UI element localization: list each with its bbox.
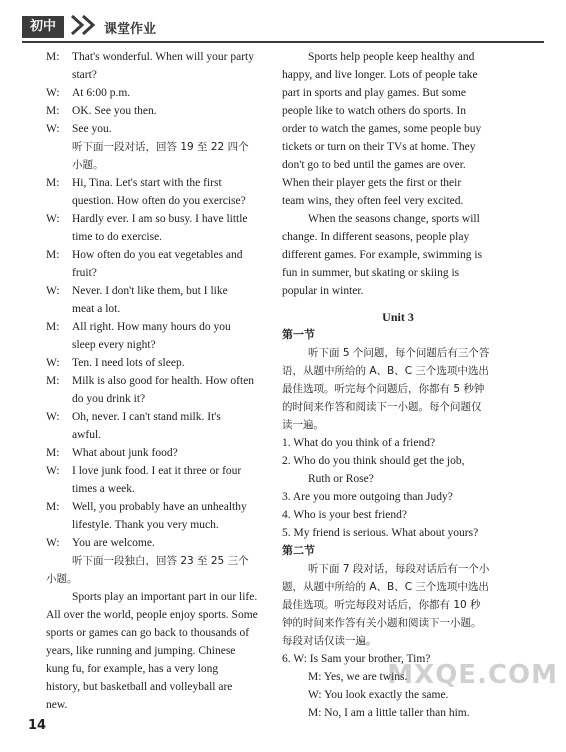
speaker-label: M:: [46, 105, 60, 117]
text-line: 最佳选项。听完每段对话后，你都有 10 秒: [282, 599, 481, 611]
dialogue-line: [46, 174, 274, 192]
section-heading: 第一节: [282, 328, 315, 341]
speaker-label: M:: [46, 321, 60, 333]
text-line: 语，从题中所给的 A、B、C 三个选项中选出: [282, 365, 489, 377]
speaker-label: W:: [46, 537, 60, 549]
dialogue-line: [46, 444, 274, 462]
dialogue-text: Well, you probably have an unhealthy: [72, 501, 247, 513]
text-line: people like to watch others do sports. In: [282, 105, 466, 117]
dialogue-line: [46, 372, 274, 390]
dialogue-text: You are welcome.: [72, 537, 155, 549]
speaker-label: M:: [46, 249, 60, 261]
dialogue-text: Ten. I need lots of sleep.: [72, 357, 185, 369]
dialogue-continuation: [46, 156, 274, 174]
dialogue-line: [46, 462, 274, 480]
page-number: 14: [28, 718, 47, 733]
dialogue-line: [46, 102, 274, 120]
speaker-label: M:: [46, 51, 60, 63]
text-line: 小题。: [46, 573, 78, 585]
text-line: 读一遍。: [282, 419, 324, 431]
header-divider: [22, 41, 544, 43]
continuation-text: meat a lot.: [72, 303, 121, 315]
dialogue-continuation: [282, 470, 514, 488]
section-heading: 第二节: [282, 544, 315, 557]
indented-line: 听下面一段对话，回答 19 至 22 四个: [72, 141, 249, 153]
spacer: [282, 300, 514, 308]
continuation-text: start?: [72, 69, 97, 81]
grade-label: 初中: [22, 16, 64, 38]
text-line: new.: [46, 699, 68, 711]
speaker-label: W:: [46, 357, 60, 369]
continuation-text: 小题。: [72, 159, 104, 171]
text-line: 6. W: Is Sam your brother, Tim?: [282, 653, 431, 665]
double-chevron-icon: [68, 12, 100, 38]
continuation-text: Ruth or Rose?: [308, 473, 374, 485]
dialogue-line: [46, 498, 274, 516]
speaker-label: W:: [46, 285, 60, 297]
text-line: change. In different seasons, people play: [282, 231, 470, 243]
dialogue-continuation: [46, 480, 274, 498]
dialogue-line: [46, 318, 274, 336]
dialogue-text: That's wonderful. When will your party: [72, 51, 254, 63]
left-column: [46, 48, 274, 714]
dialogue-text: How often do you eat vegetables and: [72, 249, 243, 261]
continuation-text: times a week.: [72, 483, 135, 495]
text-line: part in sports and play games. But some: [282, 87, 466, 99]
continuation-text: question. How often do you exercise?: [72, 195, 246, 207]
text-line: fun in summer, but skating or skiing is: [282, 267, 460, 279]
dialogue-line: [46, 408, 274, 426]
unit-heading: Unit 3: [382, 310, 414, 324]
text-line: When their player gets the first or their: [282, 177, 462, 189]
text-line: happy, and live longer. Lots of people take: [282, 69, 478, 81]
dialogue-text: Hardly ever. I am so busy. I have little: [72, 213, 248, 225]
speaker-label: M:: [46, 501, 60, 513]
page-header: [0, 10, 566, 40]
dialogue-line: [46, 120, 274, 138]
dialogue-continuation: [46, 228, 274, 246]
series-title: 课堂作业: [104, 22, 157, 37]
continuation-text: fruit?: [72, 267, 97, 279]
text-line: 的时间来作答和阅读下一小题。每个问题仅: [282, 401, 482, 413]
indented-line: Sports help people keep healthy and: [308, 51, 475, 63]
speaker-label: W:: [46, 123, 60, 135]
text-line: 最佳选项。听完每个问题后，你都有 5 秒钟: [282, 383, 485, 395]
continuation-text: lifestyle. Thank you very much.: [72, 519, 219, 531]
text-line: 钟的时间来作答有关小题和阅读下一小题。: [282, 617, 482, 629]
speaker-label: W:: [46, 213, 60, 225]
text-line: popular in winter.: [282, 285, 364, 297]
speaker-label: M:: [46, 375, 60, 387]
text-line: don't go to bed until the games are over.: [282, 159, 466, 171]
text-line: sports or games can go back to thousands of: [46, 627, 250, 639]
continuation-text: sleep every night?: [72, 339, 156, 351]
text-line: 每段对话仅读一遍。: [282, 635, 377, 647]
dialogue-continuation: [46, 264, 274, 282]
text-line: years, like running and jumping. Chinese: [46, 645, 236, 657]
dialogue-continuation: [46, 192, 274, 210]
text-line: 5. My friend is serious. What about yours?: [282, 527, 479, 539]
indented-line: When the seasons change, sports will: [308, 213, 480, 225]
dialogue-text: I love junk food. I eat it three or four: [72, 465, 242, 477]
text-line: 2. Who do you think should get the job,: [282, 455, 465, 467]
dialogue-text: OK. See you then.: [72, 105, 157, 117]
indented-line: 听下面 7 段对话，每段对话后有一个小: [308, 563, 490, 575]
dialogue-continuation: [46, 516, 274, 534]
text-line: 题，从题中所给的 A、B、C 三个选项中选出: [282, 581, 489, 593]
text-line: 1. What do you think of a friend?: [282, 437, 436, 449]
text-line: 3. Are you more outgoing than Judy?: [282, 491, 453, 503]
speaker-label: W:: [46, 87, 60, 99]
dialogue-continuation: [46, 66, 274, 84]
speaker-label: W:: [46, 465, 60, 477]
indented-line: 听下面 5 个问题，每个问题后有三个答: [308, 347, 490, 359]
dialogue-text: All right. How many hours do you: [72, 321, 231, 333]
speaker-label: M:: [46, 447, 60, 459]
dialogue-text: See you.: [72, 123, 112, 135]
dialogue-line: [46, 282, 274, 300]
dialogue-text: Hi, Tina. Let's start with the first: [72, 177, 222, 189]
speaker-label: W:: [46, 411, 60, 423]
text-line: team wins, they often feel very excited.: [282, 195, 464, 207]
site-watermark: MXQE.COM: [387, 660, 558, 690]
indented-line: Sports play an important part in our life.: [72, 591, 258, 603]
text-line: 4. Who is your best friend?: [282, 509, 407, 521]
indented-line: M: Yes, we are twins.: [308, 671, 408, 683]
dialogue-text: What about junk food?: [72, 447, 178, 459]
dialogue-line: [46, 354, 274, 372]
dialogue-continuation: [46, 426, 274, 444]
dialogue-line: [46, 84, 274, 102]
dialogue-continuation: [46, 336, 274, 354]
dialogue-continuation: [46, 390, 274, 408]
dialogue-text: Milk is also good for health. How often: [72, 375, 255, 387]
dialogue-text: At 6:00 p.m.: [72, 87, 131, 99]
dialogue-continuation: [46, 300, 274, 318]
dialogue-line: [46, 534, 274, 552]
continuation-text: awful.: [72, 429, 102, 441]
dialogue-line: [46, 210, 274, 228]
text-line: history, but basketball and volleyball are: [46, 681, 233, 693]
text-line: tickets or turn on their TVs at home. They: [282, 141, 476, 153]
dialogue-line: [46, 246, 274, 264]
dialogue-text: Oh, never. I can't stand milk. It's: [72, 411, 221, 423]
continuation-text: time to do exercise.: [72, 231, 163, 243]
text-line: order to watch the games, some people buy: [282, 123, 482, 135]
continuation-text: do you drink it?: [72, 393, 146, 405]
text-line: All over the world, people enjoy sports. Some: [46, 609, 258, 621]
indented-line: 听下面一段独白，回答 23 至 25 三个: [72, 555, 249, 567]
indented-line: M: No, I am a little taller than him.: [308, 707, 470, 719]
text-line: kung fu, for example, has a very long: [46, 663, 219, 675]
right-column: [282, 48, 514, 722]
dialogue-text: Never. I don't like them, but I like: [72, 285, 228, 297]
indented-line: W: You look exactly the same.: [308, 689, 449, 701]
dialogue-line: [46, 48, 274, 66]
speaker-label: M:: [46, 177, 60, 189]
text-line: different games. For example, swimming is: [282, 249, 483, 261]
